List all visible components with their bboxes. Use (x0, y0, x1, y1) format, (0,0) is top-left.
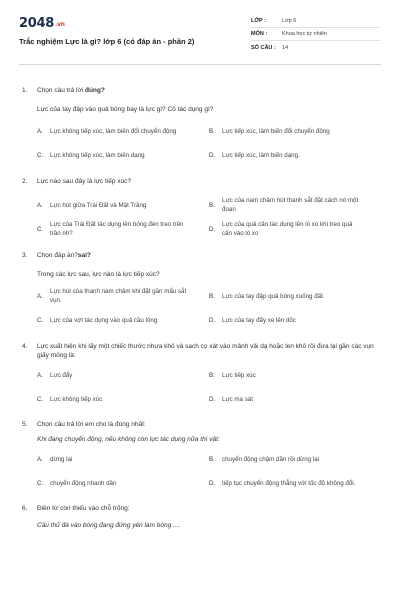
option-letter: D. (209, 225, 216, 233)
option-b[interactable] (209, 122, 381, 140)
meta-row-grade (251, 15, 381, 28)
option-text: Lực của vợt tác dụng vào quả cầu lông (50, 316, 158, 324)
question-text: Điền từ còn thiếu vào chỗ trống: (37, 505, 130, 512)
meta-row-subject (251, 28, 381, 41)
option-text: Lực không tiếp xúc, làm biến đổi chuyển động (50, 127, 177, 135)
option-d[interactable] (209, 474, 381, 492)
question-5 (19, 420, 381, 492)
question-3 (19, 251, 381, 329)
option-d[interactable] (209, 311, 381, 329)
question-number: 3. (22, 252, 28, 259)
option-text: Lực không tiếp xúc (50, 395, 103, 403)
option-text: Lực của tay đẩy xe lên dốc (222, 316, 296, 324)
option-text: Lực hút của thanh nam châm khi đặt gần mẩu sắt vụn. (50, 288, 187, 304)
option-c[interactable] (37, 146, 209, 164)
question-subtext: Lực của tay đập vào quả bóng bay là lực gì? Có tác dụng gì? (37, 106, 214, 113)
option-letter: D. (209, 151, 216, 159)
option-letter: A. (37, 455, 43, 463)
question-6 (19, 504, 381, 530)
question-text: Lực xuất hiện khi lấy một chiếc thước nhựa khô và sạch cọ xát vào mảnh vải dạ hoặc len khô rồi đưa lại gần các vụn giấy mỏng là: (37, 343, 374, 359)
option-a[interactable] (37, 450, 209, 468)
question-number: 6. (22, 505, 28, 512)
option-text: Lực ma sát (222, 395, 253, 403)
question-stem (22, 251, 381, 260)
question-text (37, 251, 91, 260)
option-a[interactable] (37, 196, 209, 214)
question-2 (19, 177, 381, 238)
option-text: chuyển động chậm dần rồi dừng lại (222, 455, 320, 463)
meta-value: 14 (282, 44, 289, 51)
option-text: dừng lại (50, 455, 73, 463)
option-letter: C. (37, 225, 44, 233)
option-c[interactable] (37, 311, 209, 329)
question-number: 4. (22, 343, 28, 350)
question-subtext: Khi đang chuyển động, nếu không còn lực tác dụng nữa thì vật: (37, 436, 220, 443)
options (37, 287, 381, 329)
option-text: tiếp tục chuyển động thẳng với tốc độ không đổi. (222, 479, 356, 487)
logo-main: 2048 (19, 16, 54, 31)
options (37, 450, 381, 492)
option-b[interactable] (209, 196, 381, 214)
options (37, 366, 381, 408)
option-b[interactable] (209, 450, 381, 468)
option-letter: D. (209, 479, 216, 487)
question-number: 5. (22, 421, 28, 428)
question-stem (22, 342, 381, 360)
option-letter: C. (37, 479, 44, 487)
option-text: Lực của nam châm hút thanh sắt đặt cách nó một đoạn (222, 197, 359, 213)
meta-value: Lớp 6 (282, 18, 297, 24)
question-text (37, 86, 105, 95)
option-letter: C. (37, 316, 44, 324)
option-text: Lực đẩy (50, 371, 73, 379)
meta-key: LỚP : (251, 18, 266, 24)
question-stem (22, 86, 381, 95)
question-1 (19, 86, 381, 164)
option-text: Lực hút giữa Trái Đất và Mặt Trăng (50, 201, 147, 209)
option-letter: B. (209, 127, 215, 135)
option-letter: A. (37, 292, 43, 300)
option-d[interactable] (209, 390, 381, 408)
option-text: Lực của Trái Đất tác dụng lên bóng đèn treo trên trần nh? (50, 221, 184, 237)
meta-table (251, 15, 381, 60)
header-divider (19, 64, 381, 65)
question-text-bold: sai? (77, 252, 91, 259)
question-text-plain: Chọn câu trả lời (37, 87, 85, 94)
question-stem (22, 504, 381, 513)
question-text: Lực nào sau đây là lực tiếp xúc? (37, 178, 131, 185)
option-letter: D. (209, 316, 216, 324)
question-text-bold: đúng? (84, 87, 105, 94)
option-b[interactable] (209, 287, 381, 305)
option-c[interactable] (37, 220, 209, 238)
option-a[interactable] (37, 366, 209, 384)
option-text: Lực của quả cân tác dụng lên lò xo khi treo quả cân vào lò xo (222, 221, 353, 237)
meta-row-count (251, 41, 381, 54)
meta-key: SỐ CÂU : (251, 44, 276, 51)
header (19, 0, 381, 60)
option-a[interactable] (37, 287, 209, 305)
option-letter: D. (209, 395, 216, 403)
option-d[interactable] (209, 146, 381, 164)
option-d[interactable] (209, 220, 381, 238)
logo-suffix: .vn (54, 21, 65, 28)
option-letter: C. (37, 151, 44, 159)
options (37, 122, 381, 164)
option-letter: C. (37, 395, 44, 403)
option-letter: B. (209, 455, 215, 463)
question-subtext: Cầu thủ đá vào bóng đang đứng yên làm bóng .... (37, 522, 181, 529)
option-text: Lực tiếp xúc, làm biến dạng. (222, 151, 300, 159)
site-logo[interactable] (19, 14, 229, 31)
question-number: 2. (22, 178, 28, 185)
option-a[interactable] (37, 122, 209, 140)
option-letter: A. (37, 371, 43, 379)
meta-key: MÔN : (251, 31, 268, 37)
question-stem (22, 177, 381, 186)
meta-value: Khoa học tự nhiên (282, 31, 327, 37)
header-left (19, 14, 229, 60)
option-b[interactable] (209, 366, 381, 384)
question-4 (19, 342, 381, 408)
question-text: Chọn câu trả lời em cho là đúng nhất: (37, 421, 146, 428)
option-text: Lực không tiếp xúc, làm biến dạng (50, 151, 145, 159)
question-subtext: Trong các lực sau, lực nào là lực tiếp xúc? (37, 271, 160, 278)
question-number: 1. (22, 87, 28, 94)
page-title: Trắc nghiệm Lực là gì? lớp 6 (có đáp án - phần 2) (19, 37, 195, 46)
option-text: Lực tiếp xúc (222, 371, 256, 379)
option-text: Lực tiếp xúc, làm biến đổi chuyển động (222, 127, 330, 135)
option-letter: A. (37, 201, 43, 209)
question-stem (22, 420, 381, 429)
option-letter: B. (209, 201, 215, 209)
option-letter: A. (37, 127, 43, 135)
option-text: chuyển động nhanh dần (50, 479, 117, 487)
option-c[interactable] (37, 390, 209, 408)
option-letter: B. (209, 292, 215, 300)
options (37, 196, 381, 238)
option-letter: B. (209, 371, 215, 379)
option-text: Lực của tay đập quả bóng xuống đất. (222, 292, 325, 300)
question-text-plain: Chọn đáp án? (37, 252, 78, 259)
option-c[interactable] (37, 474, 209, 492)
